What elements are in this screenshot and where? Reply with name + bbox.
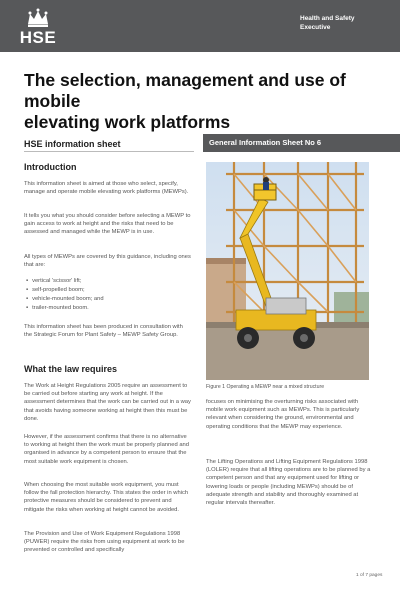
sheet-label-bar <box>24 134 194 152</box>
org-line-2: Executive <box>300 24 331 31</box>
org-line-1: Health and Safety <box>300 15 355 22</box>
title-line-1: The selection, management and use of mobile <box>24 70 346 111</box>
sheet-label: HSE information sheet <box>24 139 121 149</box>
list-item: ▪ self-propelled boom; <box>26 286 192 295</box>
right-paragraph-1: focuses on minimising the overturning risks associated with mobile work equipment such as MEWPs. This is particularly relevant when considering the ground, environmental and operating conditions that the MEWP may experience. <box>206 399 360 430</box>
law-paragraph-1: The Work at Height Regulations 2005 require an assessment to be carried out before starting any work at height. If the assessment determines that the work can be carried out in a way that avoids having someone working at height then this must be done. <box>24 383 191 422</box>
intro-paragraph-3: All types of MEWPs are covered by this guidance, including ones that are: <box>24 254 191 269</box>
introduction-heading: Introduction <box>24 162 77 172</box>
intro-paragraph-1: This information sheet is aimed at those who select, specify, manage and operate mobile elevating work platforms (MEWPs). <box>24 181 189 196</box>
figure-caption: Figure 1 Operating a MEWP near a mixed structure <box>206 384 325 390</box>
law-paragraph-2: However, if the assessment confirms that there is no alternative to working at height then the work must be properly planned and organised in advance by a competent person to ensure that the most suitable work equipment is chosen. <box>24 434 189 465</box>
law-paragraph-4: The Provision and Use of Work Equipment Regulations 1998 (PUWER) require the risks from using equipment at work to be prevented or controlled and specifically <box>24 531 185 554</box>
mewp-photo <box>206 162 369 380</box>
law-paragraph-3: When choosing the most suitable work equipment, you must follow the fall protection hierarchy. This states the order in which protective measures should be considered to prevent and mitigate the risks when working at height cannot be avoided. <box>24 482 189 513</box>
hse-logo <box>18 8 58 48</box>
law-heading: What the law requires <box>24 364 118 374</box>
mewp-type-list <box>26 277 192 313</box>
header-bar <box>0 0 400 52</box>
title-line-2: elevating work platforms <box>24 112 231 132</box>
document-title <box>24 70 384 133</box>
list-item: ▪ trailer-mounted boom. <box>26 304 192 313</box>
page-number: 1 of 7 pages <box>356 573 383 578</box>
list-item: ▪ vertical 'scissor' lift; <box>26 277 192 286</box>
logo-text: HSE <box>19 28 57 47</box>
right-paragraph-2: The Lifting Operations and Lifting Equipment Regulations 1998 (LOLER) require that all lifting operations are to be planned by a competent person and that any equipment used for lifting or lowering loads or people (including MEWPs) should be of adequate strength and stability and thoroughly examined at regular intervals thereafter. <box>206 459 371 507</box>
crown-icon <box>26 8 50 28</box>
intro-paragraph-4: This information sheet has been produced in consultation with the Strategic Forum for Plant Safety – MEWP Safety Group. <box>24 324 183 339</box>
sheet-number: General Information Sheet No 6 <box>209 138 322 147</box>
sheet-number-bar <box>203 134 400 152</box>
intro-paragraph-2: It tells you what you should consider before selecting a MEWP to gain access to work at height and the risks that need to be assessed and managed while the MEWP is in use. <box>24 213 191 236</box>
list-item: ▪ vehicle-mounted boom; and <box>26 295 192 304</box>
org-name <box>300 14 395 32</box>
